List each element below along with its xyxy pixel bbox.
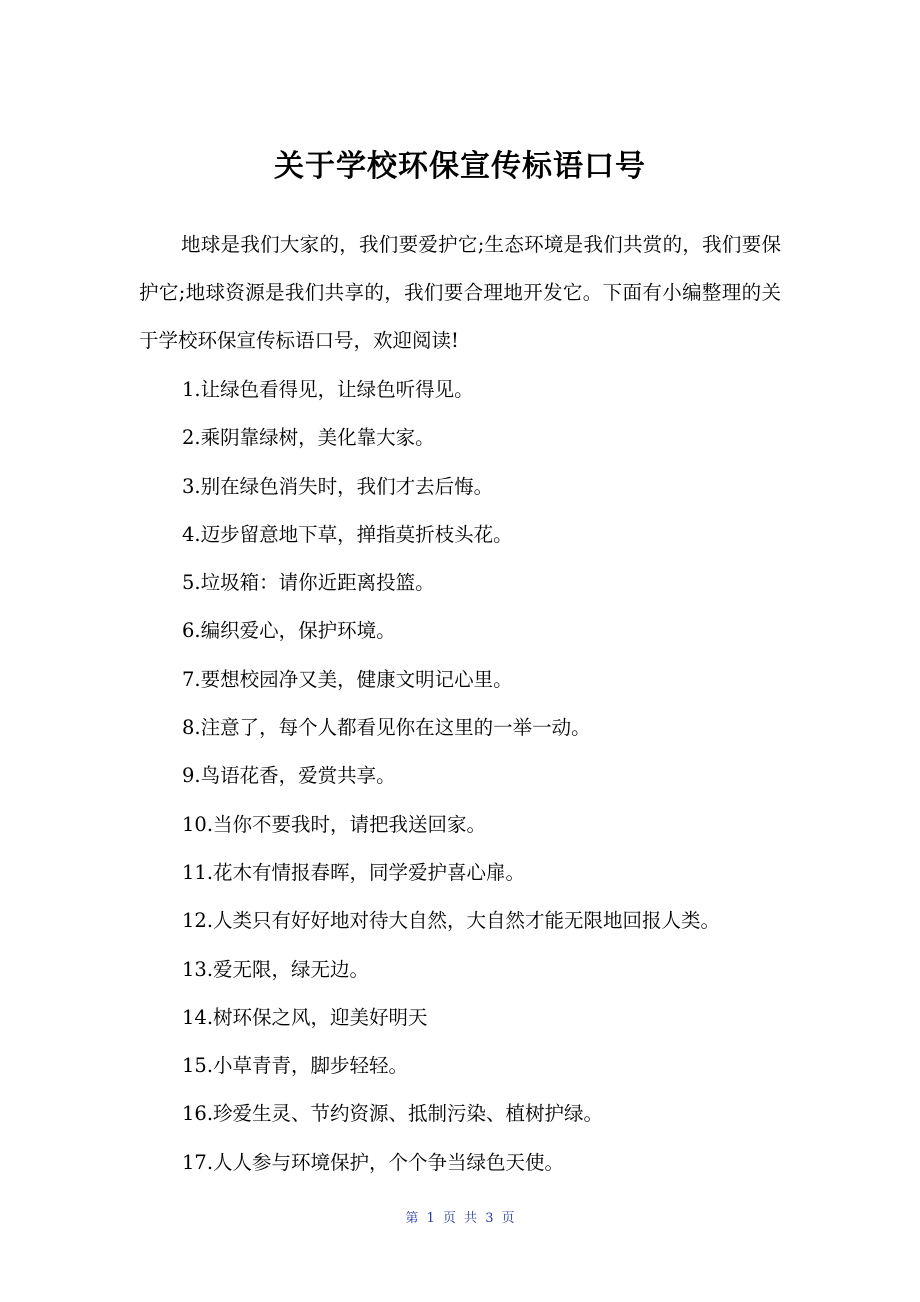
slogan-list xyxy=(182,366,802,1187)
list-item: 6.编织爱心，保护环境。 xyxy=(182,619,396,643)
list-item: 4.迈步留意地下草，掸指莫折枝头花。 xyxy=(182,522,513,546)
list-item: 1.让绿色看得见，让绿色听得见。 xyxy=(182,378,474,401)
list-item: 14.树环保之风，迎美好明天 xyxy=(182,1005,428,1029)
list-item: 13.爱无限，绿无边。 xyxy=(182,957,370,981)
list-item: 16.珍爱生灵、节约资源、抵制污染、植树护绿。 xyxy=(182,1102,604,1126)
list-item: 5.垃圾箱：请你近距离投篮。 xyxy=(182,571,435,595)
list-item: 12.人类只有好好地对待大自然，大自然才能无限地回报人类。 xyxy=(182,909,721,933)
list-item: 11.花木有情报春晖，同学爱护喜心扉。 xyxy=(182,860,526,884)
intro-paragraph: 地球是我们大家的，我们要爱护它;生态环境是我们共赏的，我们要保护它;地球资源是我们共享的，我们要合理地开发它。下面有小编整理的关于学校环保宣传标语口号，欢迎阅读! xyxy=(139,233,781,352)
list-item: 9.鸟语花香，爱赏共享。 xyxy=(182,764,396,788)
list-item: 8.注意了，每个人都看见你在这里的一举一动。 xyxy=(182,716,591,740)
page-number-footer: 第 1 页 共 3 页 xyxy=(405,1211,515,1226)
page-title: 关于学校环保宣传标语口号 xyxy=(274,149,646,184)
list-item: 2.乘阴靠绿树，美化靠大家。 xyxy=(182,426,435,450)
list-item: 3.别在绿色消失时，我们才去后悔。 xyxy=(182,474,494,498)
list-item: 7.要想校园净又美，健康文明记心里。 xyxy=(182,667,513,691)
list-item: 15.小草青青，脚步轻轻。 xyxy=(182,1054,409,1078)
list-item: 17.人人参与环境保护，个个争当绿色天使。 xyxy=(182,1150,565,1174)
list-item: 10.当你不要我时，请把我送回家。 xyxy=(182,812,487,836)
